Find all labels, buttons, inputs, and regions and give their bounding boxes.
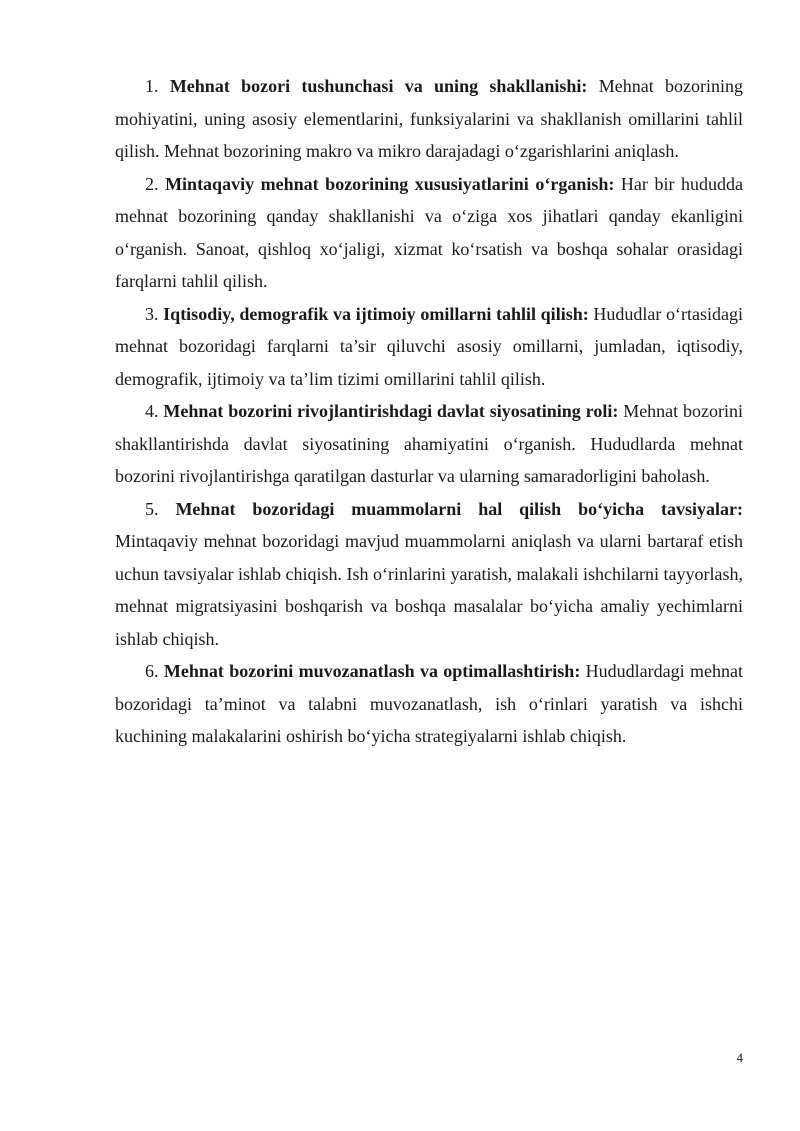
list-item (115, 298, 743, 396)
document-body (115, 70, 743, 753)
item-title: Mehnat bozorini rivojlantirishdagi davlat siyosatining roli: (163, 401, 619, 421)
list-item (115, 395, 743, 493)
item-number: 1. (145, 76, 159, 96)
item-number: 5. (145, 498, 159, 519)
item-number: 3. (145, 303, 159, 324)
item-title: Mehnat bozorini muvozanatlash va optimallashtirish: (163, 661, 581, 681)
list-item (115, 655, 743, 753)
list-item (115, 493, 743, 656)
page-number: 4 (736, 1050, 743, 1065)
item-number: 6. (145, 661, 159, 681)
item-number: 4. (145, 401, 159, 421)
item-text: Hududlar o‘rtasidagi mehnat bozoridagi farqlarni ta’sir qiluvchi asosiy omillarni, jumladan, iqtisodiy, demografik, ijtimoiy va ta’lim tizimi omillarini tahlil qilish. (115, 303, 743, 389)
item-title: Iqtisodiy, demografik va ijtimoiy omillarni tahlil qilish: (163, 303, 589, 324)
item-title: Mehnat bozori tushunchasi va uning shakllanishi: (169, 76, 588, 96)
item-number: 2. (145, 173, 159, 194)
item-title: Mintaqaviy mehnat bozorining xususiyatlarini o‘rganish: (165, 173, 615, 194)
item-text: Mehnat bozorini shakllantirishda davlat siyosatining ahamiyatini o‘rganish. Hududlarda mehnat bozorini rivojlantirishga qaratilgan dasturlar va ularning samaradorligini baholash. (115, 401, 744, 486)
item-title: Mehnat bozoridagi muammolarni hal qilish bo‘yicha tavsiyalar: (175, 498, 744, 519)
item-text: Har bir hududda mehnat bozorining qanday shakllanishi va o‘ziga xos jihatlari qanday ekanligini o‘rganish. Sanoat, qishloq xo‘jaligi, xizmat ko‘rsatish va boshqa sohalar orasidagi farqlarni tahlil qilish. (115, 173, 744, 291)
item-text: Hududlardagi mehnat bozoridagi ta’minot va talabni muvozanatlash, ish o‘rinlari yaratish va ishchi kuchining malakalarini oshirish bo‘yicha strategiyalarni ishlab chiqish. (115, 661, 743, 746)
list-item (115, 168, 743, 298)
list-item (115, 70, 743, 168)
item-text: Mintaqaviy mehnat bozoridagi mavjud muammolarni aniqlash va ularni bartaraf etish uchun tavsiyalar ishlab chiqish. Ish o‘rinlarini yaratish, malakali ishchilarni tayyorlash, mehnat migratsiyasini boshqarish va boshqa masalalar bo‘yicha amaliy yechimlarni ishlab chiqish. (115, 531, 743, 649)
item-text: Mehnat bozorining mohiyatini, uning asosiy elementlarini, funksiyalarini va shakllanish omillarini tahlil qilish. Mehnat bozorining makro va mikro darajadagi o‘zgarishlarini aniqlash. (115, 76, 744, 161)
